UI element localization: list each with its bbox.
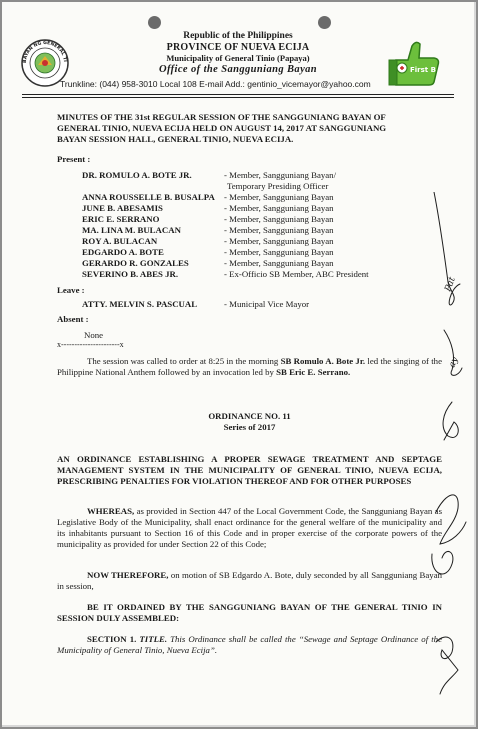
session-paragraph: The session was called to order at 8:25 in the morning SB Romulo A. Bote Jr. led the singing of the Philippine National Anthem followed by an invocation led by SB Eric E. Serrano. — [57, 356, 442, 377]
present-label: Present : — [57, 154, 91, 164]
document-page — [2, 2, 476, 727]
header-line-province: PROVINCE OF NUEVA ECIJA — [166, 42, 310, 53]
minutes-title-line: BAYAN SESSION HALL, GENERAL TINIO, NUEVA ECIJA. — [57, 134, 294, 144]
leave-name: ATTY. MELVIN S. PASCUAL — [82, 299, 198, 309]
attendee-role: - Member, Sangguniang Bayan — [224, 203, 334, 213]
attendee-name: DR. ROMULO A. BOTE JR. — [82, 170, 192, 180]
attendee-role: - Member, Sangguniang Bayan — [224, 192, 334, 202]
header-divider-thin — [22, 97, 454, 98]
leave-label: Leave : — [57, 285, 85, 295]
attendee-name: GERARDO R. GONZALES — [82, 258, 189, 268]
be-it-ordained-clause: BE IT ORDAINED BY THE SANGGUNIANG BAYAN OF THE GENERAL TINIO IN SESSION DULY ASSEMBLED: — [57, 602, 442, 623]
punch-hole — [148, 16, 161, 29]
attendee-name: ROY A. BULACAN — [82, 236, 158, 246]
leave-role: - Municipal Vice Mayor — [224, 299, 310, 309]
header-divider — [22, 94, 454, 95]
attendee-role: - Member, Sangguniang Bayan — [224, 225, 334, 235]
ordinance-series: Series of 2017 — [223, 422, 276, 432]
attendee-name: ANNA ROUSSELLE B. BUSALPA — [82, 192, 215, 202]
marginal-signatures — [422, 192, 472, 702]
separator-line: x----------------------x — [57, 340, 124, 349]
now-therefore-clause: NOW THEREFORE, on motion of SB Edgardo A. Bote, duly seconded by all Sangguniang Bayan in session, — [57, 570, 442, 591]
signature-initials: ay — [447, 355, 461, 370]
attendee-name: MA. LINA M. BULACAN — [82, 225, 181, 235]
attendee-role: - Ex-Officio SB Member, ABC President — [224, 269, 369, 279]
header-line-office: Office of the Sangguniang Bayan — [158, 64, 318, 75]
header-line-municipality: Municipality of General Tinio (Papaya) — [166, 53, 310, 63]
seal-text: BAYAN NG GENERAL TI — [22, 40, 67, 64]
signature-initials: Pat — [443, 275, 458, 294]
absent-label: Absent : — [57, 314, 89, 324]
attendee-name: ERIC E. SERRANO — [82, 214, 160, 224]
absent-value: None — [84, 330, 104, 340]
header-line-republic: Republic of the Philippines — [183, 31, 293, 41]
attendee-role: - Member, Sangguniang Bayan — [224, 247, 334, 257]
minutes-title-line: MINUTES OF THE 31st REGULAR SESSION OF THE SANGGUNIANG BAYAN OF — [57, 112, 386, 122]
attendee-role: - Member, Sangguniang Bayan — [224, 236, 334, 246]
attendee-role: Temporary Presiding Officer — [227, 181, 329, 191]
attendee-name: EDGARDO A. BOTE — [82, 247, 164, 257]
ordinance-title: AN ORDINANCE ESTABLISHING A PROPER SEWAGE TREATMENT AND SEPTAGE MANAGEMENT SYSTEM IN THE MUNICIPALITY OF GENERAL TINIO, NUEVA ECIJA, PRESCRIBING PENALTIES FOR VIOLATION THEREOF AND FOR OTHER PURPOSES — [57, 454, 442, 486]
attendee-role: - Member, Sangguniang Bayan — [224, 258, 334, 268]
ordinance-number: ORDINANCE NO. 11 — [208, 411, 291, 421]
attendee-role: - Member, Sangguniang Bayan/ — [224, 170, 337, 180]
attendee-role: - Member, Sangguniang Bayan — [224, 214, 334, 224]
attendee-name: JUNE B. ABESAMIS — [82, 203, 163, 213]
punch-hole — [318, 16, 331, 29]
minutes-title-line: GENERAL TINIO, NUEVA ECIJA HELD ON AUGUST 14, 2017 AT SANGGUNIANG — [57, 123, 387, 133]
attendee-name: SEVERINO B. ABES JR. — [82, 269, 179, 279]
section-1: SECTION 1. TITLE. This Ordinance shall be called the “Sewage and Septage Ordinance of the Municipality of General Tinio, Nueva Ecija”. — [57, 634, 442, 655]
header-contact-line: Trunkline: (044) 958-3010 Local 108 E-mail Add.: gentinio_vicemayor@yahoo.com — [60, 79, 371, 89]
whereas-clause: WHEREAS, as provided in Section 447 of the Local Government Code, the Sangguniang Bayan as Legislative Body of the Municipality, shall enact ordinance for the general welfare of the municipality and its inhabitants pursuant to Section 16 of this Code and in proper exercise of the corporate powers of the municipality as provided for under Section 22 of this Code; — [57, 506, 442, 549]
logo-text: First B — [410, 66, 436, 74]
